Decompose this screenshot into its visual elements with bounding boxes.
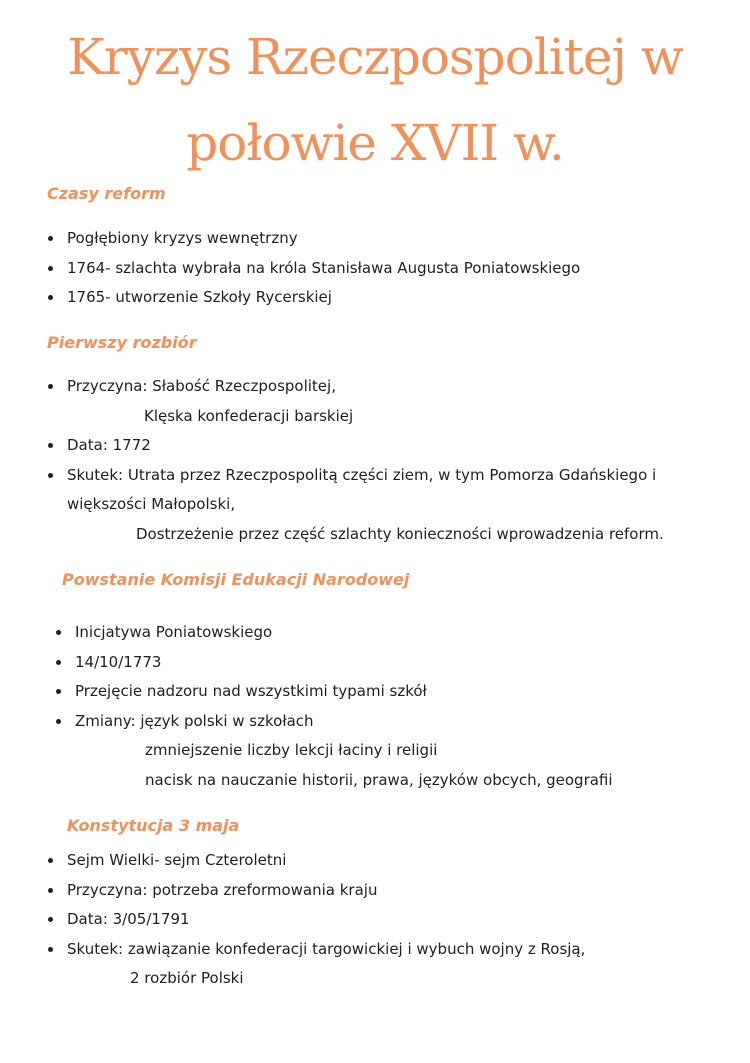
list-item-wrap: większości Małopolski, bbox=[67, 495, 236, 513]
list-item: Przejęcie nadzoru nad wszystkimi typami szkół bbox=[55, 677, 613, 707]
list-item: Przyczyna: potrzeba zreformowania kraju bbox=[47, 876, 585, 906]
section-heading-konstytucja-3-maja: Konstytucja 3 maja bbox=[67, 816, 240, 835]
list-item: Sejm Wielki- sejm Czteroletni bbox=[47, 846, 585, 876]
page-title-line-2: połowie XVII w. bbox=[186, 114, 564, 172]
list-item bbox=[47, 935, 585, 994]
section-heading-czasy-reform: Czasy reform bbox=[47, 184, 166, 203]
list-item-text: Skutek: Utrata przez Rzeczpospolitą części ziem, w tym Pomorza Gdańskiego i bbox=[67, 465, 657, 484]
list-item: Inicjatywa Poniatowskiego bbox=[55, 618, 613, 648]
section-list-komisja-edukacji bbox=[55, 618, 613, 795]
list-item-continuation: nacisk na nauczanie historii, prawa, języków obcych, geografii bbox=[145, 770, 613, 789]
list-item bbox=[55, 707, 613, 796]
list-item-text: Skutek: zawiązanie konfederacji targowickiej i wybuch wojny z Rosją, bbox=[67, 939, 586, 958]
section-list-konstytucja-3-maja bbox=[47, 846, 585, 994]
list-item: Pogłębiony kryzys wewnętrzny bbox=[47, 224, 580, 254]
list-item-text: Zmiany: język polski w szkołach bbox=[75, 711, 314, 730]
list-item: Data: 1772 bbox=[47, 431, 664, 461]
section-heading-komisja-edukacji: Powstanie Komisji Edukacji Narodowej bbox=[62, 570, 410, 589]
list-item: 1764- szlachta wybrała na króla Stanisława Augusta Poniatowskiego bbox=[47, 254, 580, 284]
list-item-text: Przyczyna: Słabość Rzeczpospolitej, bbox=[67, 377, 336, 395]
list-item bbox=[47, 372, 664, 431]
list-item-continuation: Klęska konfederacji barskiej bbox=[144, 406, 354, 425]
list-item-continuation: 2 rozbiór Polski bbox=[130, 969, 244, 987]
section-list-czasy-reform bbox=[47, 224, 580, 313]
list-item-continuation: zmniejszenie liczby lekcji łaciny i religii bbox=[145, 741, 438, 759]
page-title bbox=[0, 14, 750, 186]
list-item: 1765- utworzenie Szkoły Rycerskiej bbox=[47, 283, 580, 313]
list-item bbox=[47, 461, 664, 550]
list-item-continuation: Dostrzeżenie przez część szlachty konieczności wprowadzenia reform. bbox=[136, 524, 664, 543]
list-item: Data: 3/05/1791 bbox=[47, 905, 585, 935]
page-title-line-1: Kryzys Rzeczpospolitej w bbox=[67, 28, 683, 86]
section-heading-pierwszy-rozbior: Pierwszy rozbiór bbox=[47, 333, 197, 352]
section-list-pierwszy-rozbior bbox=[47, 372, 664, 549]
list-item: 14/10/1773 bbox=[55, 648, 613, 678]
